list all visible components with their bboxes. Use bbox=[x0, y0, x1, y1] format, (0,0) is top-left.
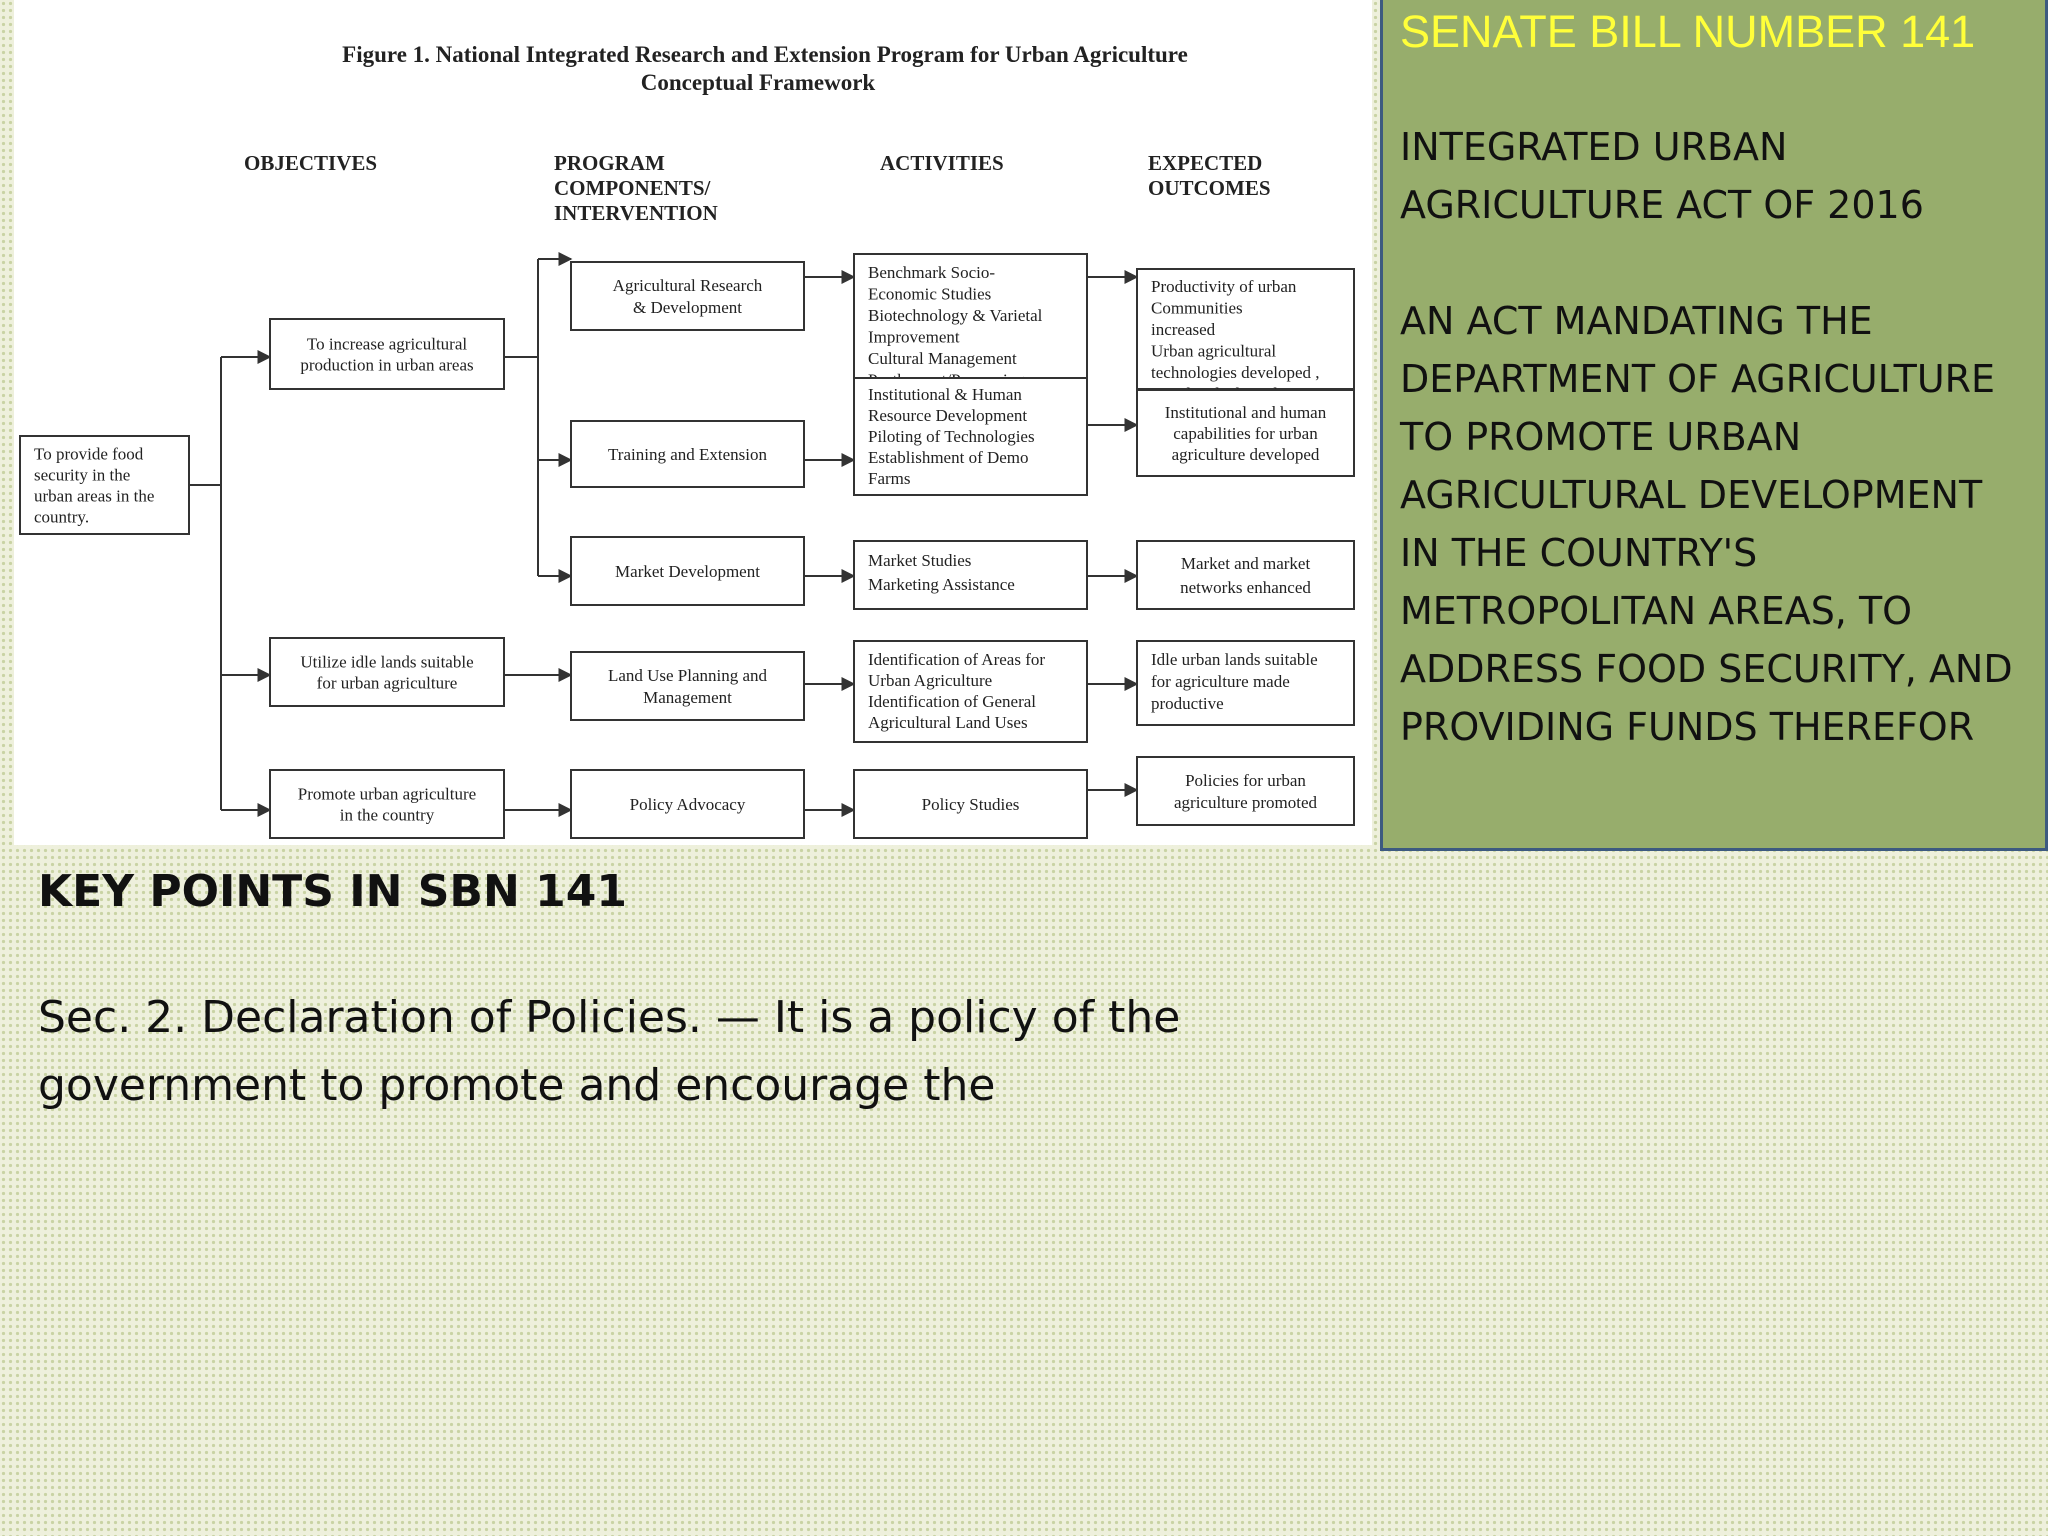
activity-box-text: Benchmark Socio- bbox=[868, 263, 995, 282]
col-objectives-line: OBJECTIVES bbox=[244, 151, 378, 175]
activity-box-text: Market Studies bbox=[868, 551, 972, 570]
activity-box-text: Farms bbox=[868, 469, 911, 488]
senate-bill-panel bbox=[1380, 0, 2048, 851]
outcome-box-text: Urban agricultural bbox=[1151, 341, 1277, 361]
main-objective-box bbox=[20, 436, 189, 534]
outcome-box-text: networks enhanced bbox=[1180, 578, 1311, 597]
activity-box-text: Marketing Assistance bbox=[868, 575, 1015, 594]
main-objective-box-text: country. bbox=[34, 507, 90, 527]
activity-box-text: Establishment of Demo bbox=[868, 448, 1029, 467]
objective-box-text: production in urban areas bbox=[300, 355, 474, 375]
component-box-text: Management bbox=[643, 688, 732, 707]
objective-box bbox=[270, 319, 504, 389]
component-box-text: Agricultural Research bbox=[612, 276, 763, 295]
activity-box bbox=[854, 770, 1087, 838]
component-box-text: Training and Extension bbox=[608, 445, 767, 464]
outcome-box-text: Communities bbox=[1151, 298, 1243, 318]
outcome-box bbox=[1137, 390, 1354, 476]
column-header-activities bbox=[880, 151, 1004, 175]
activity-box-text: Urban Agriculture bbox=[868, 671, 993, 690]
outcome-box-text: capabilities for urban bbox=[1173, 424, 1318, 443]
col-outcomes-line: EXPECTED bbox=[1148, 151, 1263, 175]
col-components-line: INTERVENTION bbox=[554, 201, 718, 225]
main-objective-box-text: urban areas in the bbox=[34, 486, 155, 506]
outcome-box-text: Policies for urban bbox=[1185, 771, 1306, 790]
outcome-box-text: agriculture promoted bbox=[1173, 793, 1318, 812]
main-objective-box-text: security in the bbox=[34, 465, 131, 485]
component-box-text: Policy Advocacy bbox=[629, 795, 746, 814]
col-components-line: COMPONENTS/ bbox=[554, 176, 711, 200]
col-outcomes-line: OUTCOMES bbox=[1148, 176, 1271, 200]
col-components-line: PROGRAM bbox=[554, 151, 665, 175]
figure-title-line1: Figure 1. National Integrated Research and Extension Program for Urban Agriculture bbox=[342, 42, 1188, 67]
objective-box-text: Promote urban agriculture bbox=[297, 784, 477, 804]
senate-bill-description: AN ACT MANDATING THE DEPARTMENT OF AGRICULTURE TO PROMOTE URBAN AGRICULTURAL DEVELOPMENT IN THE COUNTRY'S METROPOLITAN AREAS, TO ADDRESS FOOD SECURITY, AND PROVIDING FUNDS THEREFOR bbox=[1400, 299, 2013, 749]
activity-box-text: Cultural Management bbox=[868, 349, 1017, 368]
senate-bill-title: SENATE BILL NUMBER 141 bbox=[1400, 6, 1976, 57]
conceptual-framework-figure bbox=[14, 0, 1372, 845]
key-points-body: Sec. 2. Declaration of Policies. — It is a policy of the government to promote and encourage the bbox=[38, 992, 1181, 1111]
component-box-text: Market Development bbox=[615, 562, 760, 581]
column-header-objectives bbox=[244, 151, 377, 175]
column-header-outcomes bbox=[1148, 151, 1271, 200]
activity-box-text: Economic Studies bbox=[868, 284, 992, 304]
outcome-box-text: productive bbox=[1151, 694, 1224, 713]
activity-box-text: Agricultural Land Uses bbox=[868, 713, 1028, 732]
key-points-title: KEY POINTS IN SBN 141 bbox=[38, 866, 627, 917]
activity-box-text: Biotechnology & Varietal bbox=[868, 306, 1043, 325]
objective-box-text: for urban agriculture bbox=[316, 673, 458, 693]
component-box bbox=[571, 421, 804, 487]
activity-box bbox=[854, 641, 1087, 742]
col-activities-line: ACTIVITIES bbox=[880, 151, 1004, 175]
outcome-box-text: for agriculture made bbox=[1151, 672, 1290, 691]
activity-box bbox=[854, 254, 1087, 390]
outcome-box bbox=[1137, 757, 1354, 825]
column-header-components bbox=[554, 151, 718, 225]
activity-box-text: Identification of Areas for bbox=[868, 650, 1046, 669]
component-box bbox=[571, 262, 804, 330]
component-box bbox=[571, 652, 804, 720]
outcome-box-text: Market and market bbox=[1180, 554, 1311, 573]
activity-box-text: Piloting of Technologies bbox=[868, 427, 1035, 446]
outcome-box-text: Institutional and human bbox=[1164, 403, 1327, 422]
objective-box bbox=[270, 638, 504, 706]
activity-box-text: Improvement bbox=[868, 327, 960, 347]
activity-box-text: Resource Development bbox=[868, 406, 1028, 425]
activity-box-text: Identification of General bbox=[868, 692, 1037, 711]
outcome-box bbox=[1137, 269, 1354, 404]
activity-box bbox=[854, 378, 1087, 495]
outcome-box-text: technologies developed , bbox=[1151, 363, 1320, 382]
objective-box-text: To increase agricultural bbox=[306, 334, 468, 354]
outcome-box-text: increased bbox=[1151, 320, 1216, 339]
objective-box-text: in the country bbox=[339, 805, 435, 825]
outcome-box-text: agriculture developed bbox=[1171, 445, 1320, 464]
senate-bill-subtitle: INTEGRATED URBAN AGRICULTURE ACT OF 2016 bbox=[1400, 125, 1924, 227]
component-box-text: Land Use Planning and bbox=[607, 666, 768, 685]
component-box-text: & Development bbox=[632, 298, 743, 317]
objective-box-text: Utilize idle lands suitable bbox=[300, 652, 474, 672]
objective-box bbox=[270, 770, 504, 838]
outcome-box bbox=[1137, 541, 1354, 609]
component-box bbox=[571, 537, 804, 605]
main-objective-box-text: To provide food bbox=[34, 444, 144, 464]
key-points-section bbox=[38, 862, 1338, 1120]
outcome-box-text: Productivity of urban bbox=[1151, 277, 1297, 296]
figure-title-line2: Conceptual Framework bbox=[640, 70, 876, 95]
activity-box-text: Policy Studies bbox=[921, 795, 1020, 814]
activity-box bbox=[854, 541, 1087, 609]
component-box bbox=[571, 770, 804, 838]
outcome-box bbox=[1137, 641, 1354, 725]
activity-box-text: Institutional & Human bbox=[868, 385, 1022, 404]
outcome-box-text: Idle urban lands suitable bbox=[1151, 650, 1318, 669]
